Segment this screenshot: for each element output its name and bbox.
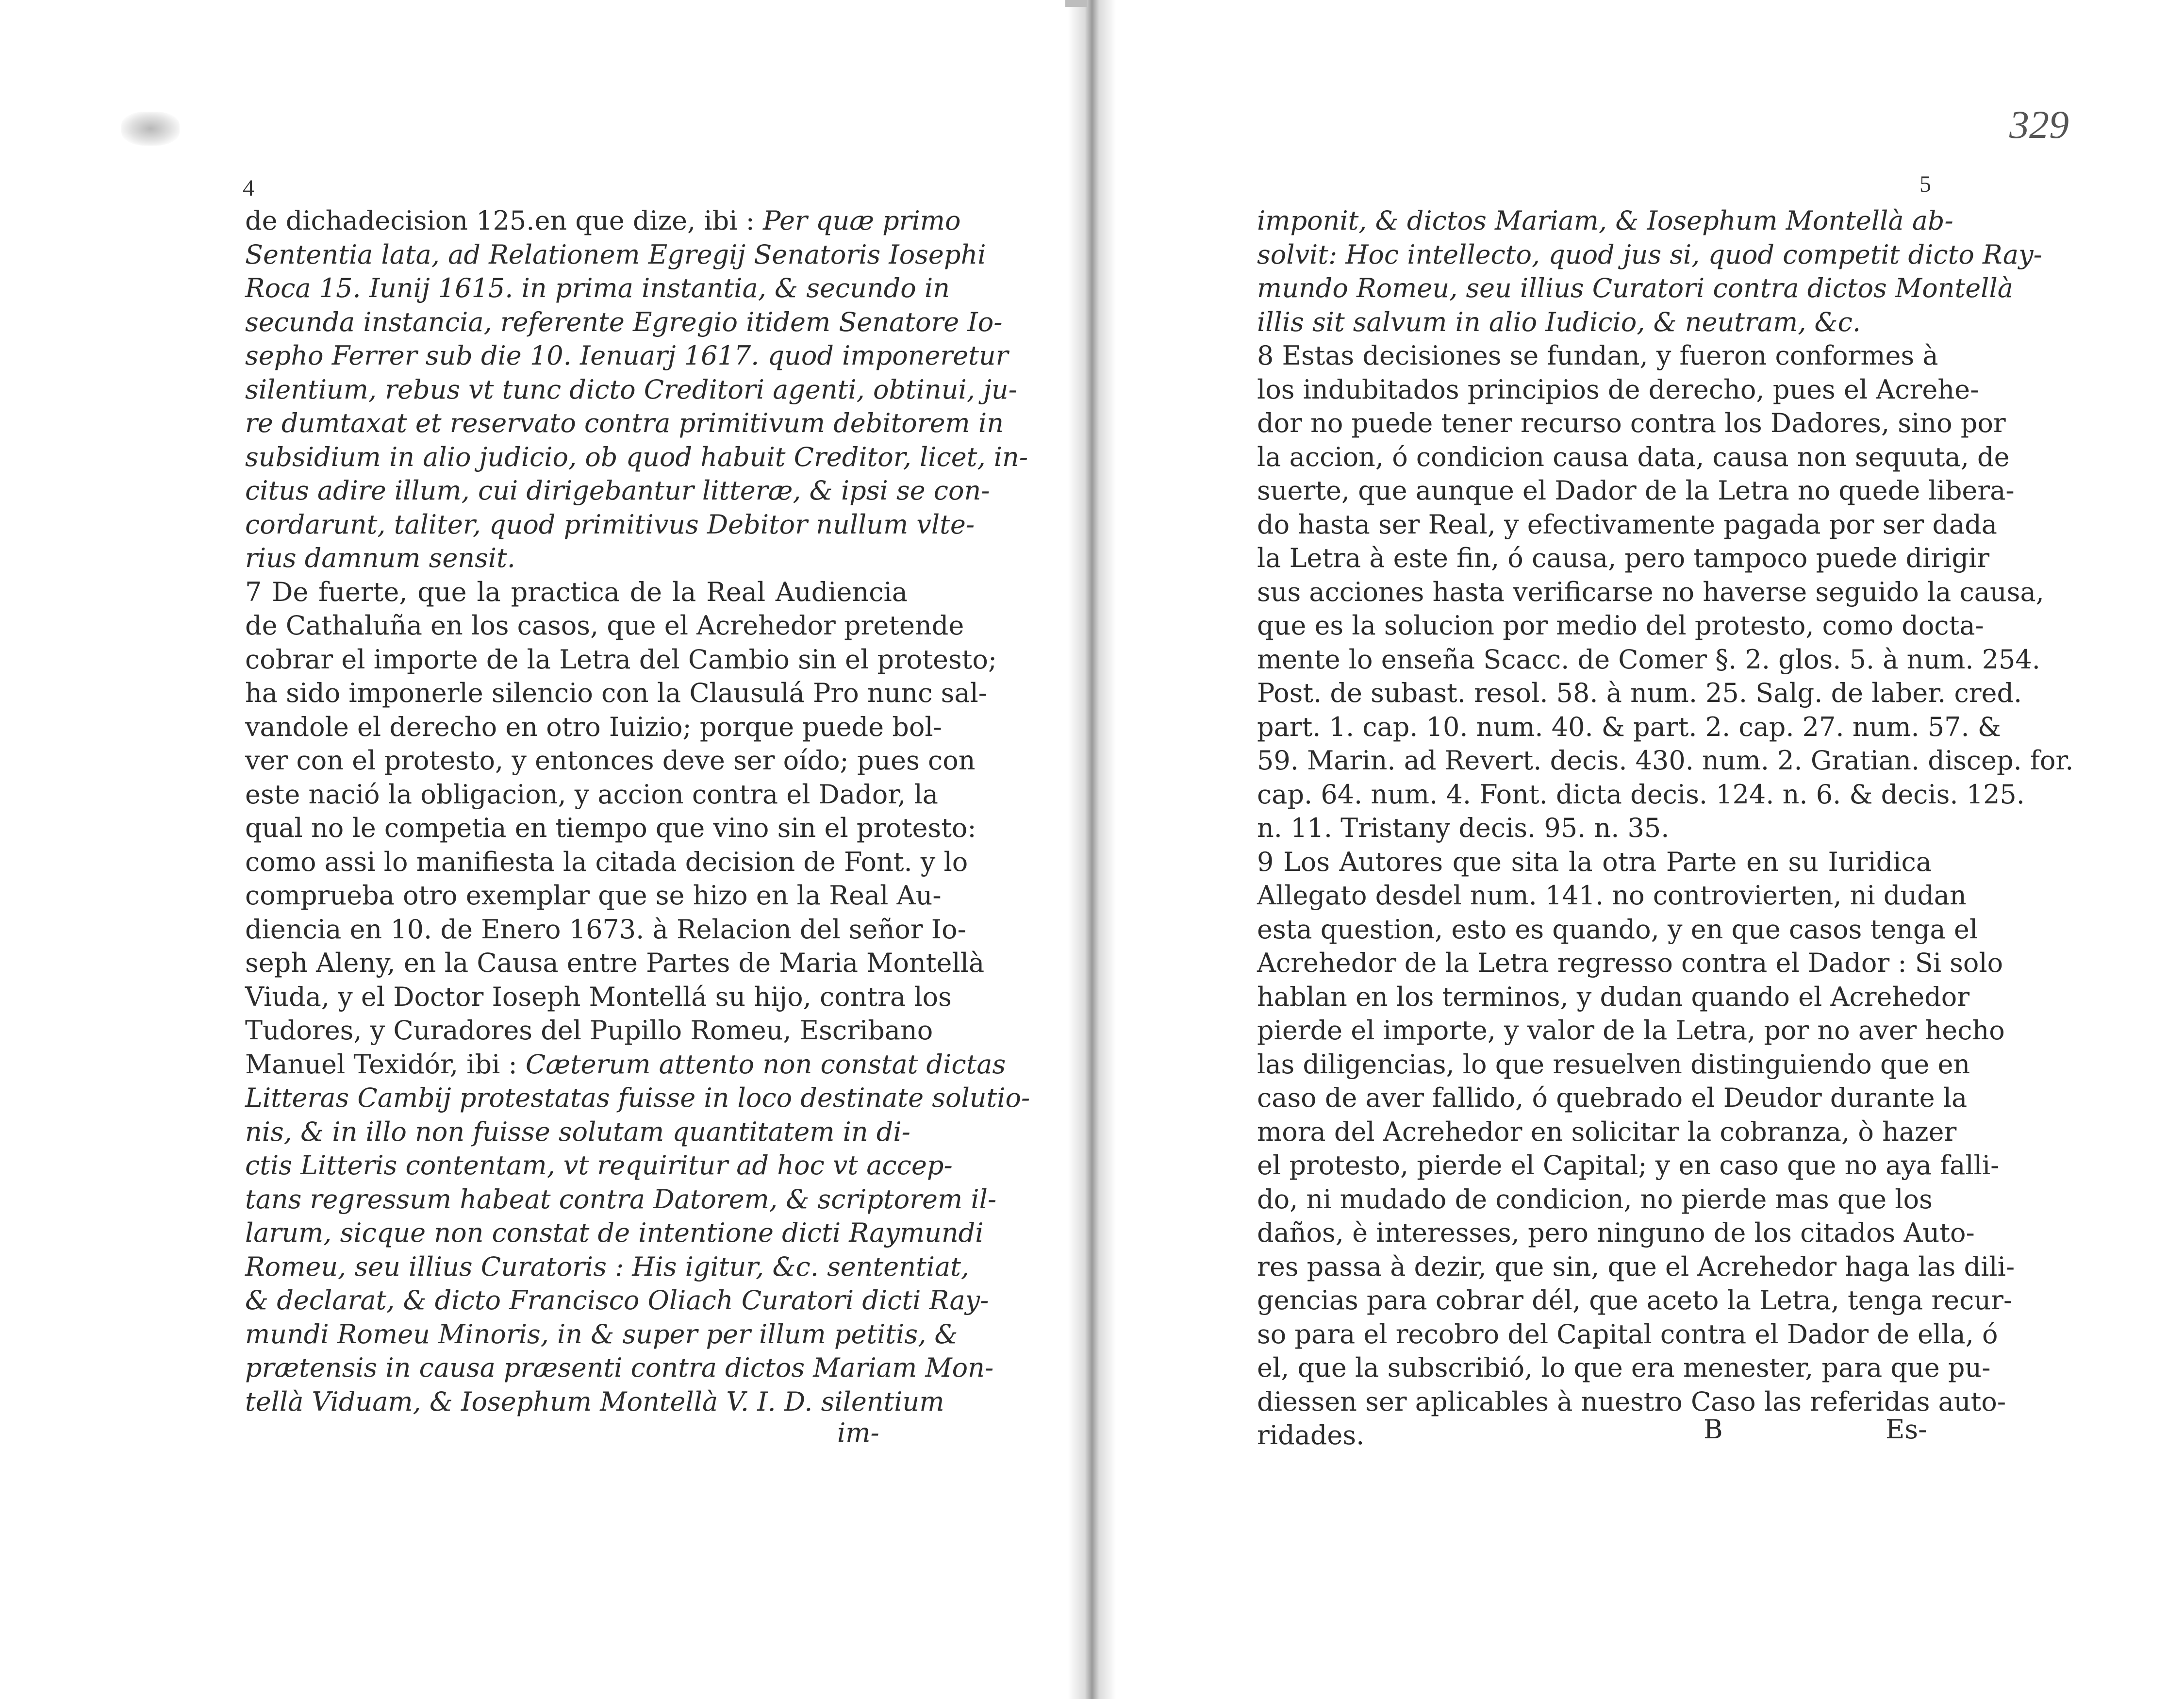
roman-text: pierde el importe, y valor de la Letra, por no aver hecho [1257, 1015, 2005, 1046]
italic-text: larum, sicque non constat de intentione dicti Raymundi [245, 1217, 984, 1248]
text-line [245, 271, 950, 305]
text-line [245, 406, 1004, 440]
text-line [1257, 406, 2006, 440]
text-line [1257, 204, 1953, 238]
italic-text: Cæterum attento non constat dictas [525, 1049, 1006, 1080]
italic-text: tellà Viduam, & Iosephum Montellà V. I. D. silentium [245, 1386, 944, 1417]
italic-text: solvit: Hoc intellecto, quod jus si, quod competit dicto Ray- [1257, 239, 2042, 270]
ink-smudge [121, 112, 180, 146]
roman-text: seph Aleny, en la Causa entre Partes de Maria Montellà [245, 948, 985, 978]
roman-text: do, ni mudado de condicion, no pierde mas que los [1257, 1183, 1933, 1215]
text-line [1257, 474, 2015, 508]
left-catchword: im- [837, 1417, 879, 1448]
roman-text: ha sido imponerle silencio con la Clausulá Pro nunc sal- [245, 678, 988, 708]
italic-text: citus adire illum, cui dirigebantur litteræ, & ipsi se con- [245, 475, 990, 506]
text-line [245, 575, 908, 609]
roman-text: res passa à dezir, que sin, que el Acrehedor haga las dili- [1257, 1251, 2015, 1282]
text-line [1257, 980, 1970, 1014]
roman-text: daños, è interesses, pero ninguno de los citados Auto- [1257, 1217, 1975, 1248]
roman-text: este nació la obligacion, y accion contra el Dador, la [245, 779, 938, 810]
text-line [1257, 744, 2074, 778]
roman-text: diessen ser aplicables à nuestro Caso las referidas auto- [1257, 1386, 2006, 1417]
roman-text: 7 De fuerte, que la practica de la Real Audiencia [245, 576, 908, 607]
roman-text: Post. de subast. resol. 58. à num. 25. Salg. de laber. cred. [1257, 678, 2022, 708]
text-line [245, 339, 1009, 373]
italic-text: nis, & in illo non fuisse solutam quantitatem in di- [245, 1116, 910, 1147]
right-page-text [1257, 204, 2074, 1452]
roman-text: Tudores, y Curadores del Pupillo Romeu, Escribano [245, 1015, 933, 1046]
roman-text: como assi lo manifiesta la citada decision de Font. y lo [245, 846, 968, 877]
italic-text: Roca 15. Iunij 1615. in prima instantia, & secundo in [245, 273, 950, 303]
text-line [1257, 643, 2040, 677]
roman-text: so para el recobro del Capital contra el Dador de ella, ó [1257, 1318, 1998, 1349]
text-line [245, 710, 942, 744]
italic-text: Per quæ primo [763, 205, 961, 236]
left-page-number: 4 [243, 175, 254, 201]
text-line [1257, 575, 2044, 609]
roman-text: ver con el protesto, y entonces deve ser oído; pues con [245, 745, 976, 776]
roman-text: ridades. [1257, 1420, 1365, 1450]
roman-text: suerte, que aunque el Dador de la Letra no quede libera- [1257, 475, 2015, 506]
roman-text: 8 Estas decisiones se fundan, y fueron conformes à [1257, 340, 1938, 371]
text-line [245, 1250, 970, 1284]
italic-text: subsidium in alio judicio, ob quod habuit Creditor, licet, in- [245, 441, 1028, 472]
roman-text: diencia en 10. de Enero 1673. à Relacion del señor Io- [245, 914, 966, 945]
roman-text: mente lo enseña Scacc. de Comer §. 2. glos. 5. à num. 254. [1257, 644, 2040, 675]
text-line [1257, 508, 1997, 542]
roman-text: dor no puede tener recurso contra los Dadores, sino por [1257, 408, 2006, 438]
roman-text: Viuda, y el Doctor Ioseph Montellá su hijo, contra los [245, 981, 952, 1012]
italic-text: Romeu, seu illius Curatoris : His igitur, &c. sententiat, [245, 1251, 970, 1282]
italic-text: tans regressum habeat contra Datorem, & scriptorem il- [245, 1183, 997, 1215]
text-line [245, 373, 1017, 407]
text-line [245, 980, 952, 1014]
text-line [245, 305, 1003, 339]
roman-text: gencias para cobrar dél, que aceto la Letra, tenga recur- [1257, 1285, 2013, 1316]
text-line [245, 1317, 958, 1351]
roman-text: el, que la subscribió, lo que era menester, para que pu- [1257, 1352, 1991, 1383]
text-line [1257, 1250, 2015, 1284]
text-line [245, 643, 997, 677]
roman-text: de dichadecision 125.en que dize, ibi : [245, 205, 763, 236]
italic-text: secunda instancia, referente Egregio itidem Senatore Io- [245, 306, 1003, 337]
roman-text: hablan en los terminos, y dudan quando el Acrehedor [1257, 981, 1970, 1012]
text-line [1257, 1048, 1970, 1082]
text-line [245, 946, 985, 980]
italic-text: sepho Ferrer sub die 10. Ienuarj 1617. quod imponeretur [245, 340, 1009, 371]
right-catchword: Es- [1886, 1414, 1927, 1445]
text-line [1257, 778, 2025, 812]
roman-text: esta question, esto es quando, y en que casos tenga el [1257, 914, 1978, 945]
italic-text: Litteras Cambij protestatas fuisse in loco destinate solutio- [245, 1083, 1030, 1113]
roman-text: Allegato desdel num. 141. no controvierten, ni dudan [1257, 880, 1967, 911]
text-line [245, 1081, 1030, 1115]
page-edge [1065, 0, 1087, 7]
italic-text: prætensis in causa præsenti contra dictos Mariam Mon- [245, 1352, 994, 1383]
text-line [245, 1351, 994, 1385]
roman-text: la accion, ó condicion causa data, causa non sequuta, de [1257, 441, 2010, 472]
text-line [1257, 373, 1979, 407]
italic-text: ctis Litteris contentam, vt requiritur ad hoc vt accep- [245, 1150, 953, 1181]
text-line [245, 508, 975, 542]
text-line [245, 1115, 908, 1149]
text-line [1257, 1351, 1991, 1385]
text-line [245, 744, 976, 778]
text-line [245, 879, 942, 913]
text-line [245, 778, 938, 812]
italic-text: illis sit salvum in alio Iudicio, & neutram, &c. [1257, 306, 1861, 337]
roman-text: caso de aver fallido, ó quebrado el Deudor durante la [1257, 1083, 1968, 1113]
italic-text: silentium, rebus vt tunc dicto Creditori agenti, obtinui, ju- [245, 374, 1017, 405]
text-line [245, 204, 961, 238]
roman-text: que es la solucion por medio del protesto, como docta- [1257, 610, 1984, 641]
roman-text: comprueba otro exemplar que se hizo en la Real Au- [245, 880, 942, 911]
text-line [245, 541, 908, 575]
text-line [1257, 609, 1984, 643]
text-line [1257, 305, 1932, 339]
folio-number: 329 [2009, 102, 2069, 147]
text-line [1257, 440, 2010, 474]
left-page-text [245, 204, 1030, 1418]
roman-text: cap. 64. num. 4. Font. dicta decis. 124. n. 6. & decis. 125. [1257, 779, 2025, 810]
signature-mark: B [1704, 1414, 1723, 1445]
roman-text: do hasta ser Real, y efectivamente pagada por ser dada [1257, 509, 1997, 540]
text-line [1257, 913, 1978, 947]
roman-text: part. 1. cap. 10. num. 40. & part. 2. cap. 27. num. 57. & [1257, 711, 2001, 742]
text-line [245, 1183, 997, 1216]
roman-text: Manuel Texidór, ibi : [245, 1049, 526, 1080]
italic-text: rius damnum sensit. [245, 543, 515, 573]
text-line [245, 845, 968, 879]
right-page-number: 5 [1919, 171, 1931, 197]
text-line [1257, 1418, 1932, 1452]
italic-text: Sententia lata, ad Relationem Egregij Senatoris Iosephi [245, 239, 986, 270]
text-line [245, 1283, 989, 1317]
roman-text: de Cathaluña en los casos, que el Acrehedor pretende [245, 610, 964, 641]
text-line [245, 238, 986, 272]
text-line [245, 474, 990, 508]
text-line [1257, 271, 2013, 305]
text-line [245, 1385, 944, 1419]
roman-text: cobrar el importe de la Letra del Cambio sin el protesto; [245, 644, 997, 675]
roman-text: Acrehedor de la Letra regresso contra el Dador : Si solo [1257, 948, 2003, 978]
text-line [1257, 1014, 2005, 1048]
text-line [245, 811, 976, 845]
italic-text: imponit, & dictos Mariam, & Iosephum Montellà ab- [1257, 205, 1953, 236]
italic-text: mundo Romeu, seu illius Curatori contra dictos Montellà [1257, 273, 2013, 303]
text-line [245, 676, 988, 710]
italic-text: mundi Romeu Minoris, in & super per illum petitis, & [245, 1318, 958, 1349]
text-line [1257, 541, 1990, 575]
text-line [1257, 1216, 1975, 1250]
text-line [1257, 946, 2003, 980]
text-line [1257, 811, 1932, 845]
text-line [1257, 238, 2042, 272]
text-line [1257, 1183, 1932, 1216]
text-line [1257, 1081, 1968, 1115]
text-line [1257, 845, 1932, 879]
text-line [245, 1048, 1006, 1082]
text-line [245, 913, 966, 947]
italic-text: re dumtaxat et reservato contra primitivum debitorem in [245, 408, 1004, 438]
roman-text: sus acciones hasta verificarse no haverse seguido la causa, [1257, 576, 2044, 607]
text-line [245, 609, 964, 643]
text-line [1257, 879, 1967, 913]
text-line [1257, 1149, 2000, 1183]
roman-text: mora del Acrehedor en solicitar la cobranza, ò hazer [1257, 1116, 1957, 1147]
roman-text: vandole el derecho en otro Iuizio; porque puede bol- [245, 711, 942, 742]
roman-text: n. 11. Tristany decis. 95. n. 35. [1257, 813, 1670, 843]
roman-text: qual no le competia en tiempo que vino sin el protesto: [245, 813, 976, 843]
roman-text: las diligencias, lo que resuelven distinguiendo que en [1257, 1049, 1970, 1080]
text-line [1257, 339, 1938, 373]
text-line [1257, 676, 2022, 710]
text-line [245, 1149, 953, 1183]
roman-text: 59. Marin. ad Revert. decis. 430. num. 2. Gratian. discep. for. [1257, 745, 2074, 776]
text-line [1257, 1385, 2006, 1419]
text-line [1257, 710, 2001, 744]
roman-text: la Letra à este fin, ó causa, pero tampoco puede dirigir [1257, 543, 1990, 573]
italic-text: cordarunt, taliter, quod primitivus Debitor nullum vlte- [245, 509, 975, 540]
text-line [245, 440, 1028, 474]
italic-text: & declarat, & dicto Francisco Oliach Curatori dicti Ray- [245, 1285, 989, 1316]
roman-text: los indubitados principios de derecho, pues el Acrehe- [1257, 374, 1979, 405]
roman-text: 9 Los Autores que sita la otra Parte en su Iuridica [1257, 846, 1932, 877]
book-gutter [1068, 0, 1116, 1699]
text-line [1257, 1317, 1998, 1351]
text-line [1257, 1115, 1957, 1149]
roman-text: el protesto, pierde el Capital; y en caso que no aya falli- [1257, 1150, 2000, 1181]
text-line [245, 1014, 933, 1048]
text-line [245, 1216, 984, 1250]
text-line [1257, 1283, 2013, 1317]
